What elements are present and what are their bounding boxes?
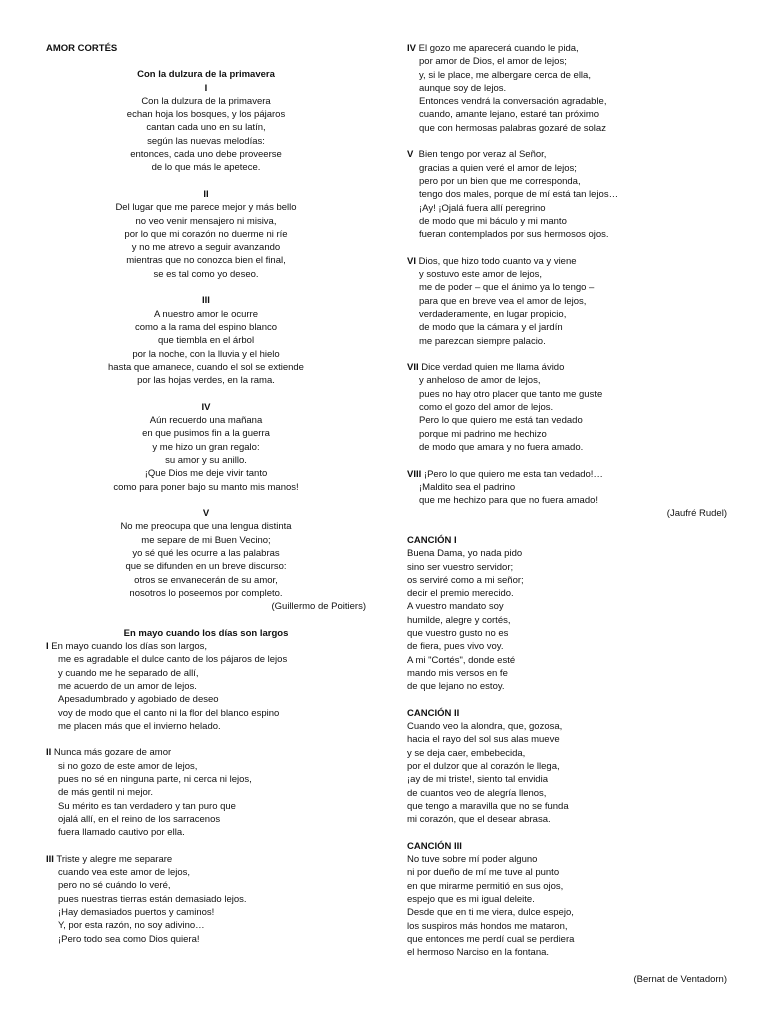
verse-line: ojalá allí, en el reino de los sarracenos [58,813,221,825]
verse-line: yo sé qué les ocurre a las palabras [132,547,280,559]
verse-line: por las hojas verdes, en la rama. [137,375,275,387]
poem-canciones [407,534,727,960]
verse-line: Entonces vendrá la conversación agradable, [419,96,607,108]
verse-line: como para poner bajo su manto mis manos! [113,481,299,493]
poem-author: (Bernat de Ventadorn) [633,973,727,985]
verse-line: me de poder – que el ánimo ya lo tengo – [419,282,595,294]
verse-line: que tiembla en el árbol [157,335,255,347]
verse-line: y, si le place, me albergare cerca de ella, [419,69,591,81]
verse-line: me placen más que el invierno helado. [58,720,221,732]
verse-line: Su mérito es tan verdadero y tan puro que [58,800,236,812]
stanza-number: IV [407,43,416,54]
verse-line: ¡Pero todo sea como Dios quiera! [58,933,200,945]
verse-line: pero por un bien que me corresponda, [419,175,581,187]
verse-line: verdaderamente, en lugar propicio, [419,308,567,320]
verse-line: A vuestro mandato soy [407,601,504,613]
verse-line: os serviré como a mi señor; [407,574,524,586]
verse-line: Del lugar que me parece mejor y más bello [115,202,297,214]
stanza-gap [46,175,366,188]
stanza-gap [46,733,366,746]
verse-line: en que pusimos fin a la guerra [142,428,270,440]
verse-line: que tengo a maravilla que no se funda [407,800,569,812]
verse-text: Dios, que hizo todo cuanto va y viene [418,255,577,267]
document-title: AMOR CORTÉS [46,43,118,54]
verse-line: ¡ay de mi triste!, siento tal envidia [407,774,548,786]
verse-line: que me hechizo para que no fuera amado! [419,495,599,507]
verse-line: Cuando veo la alondra, que, gozosa, [407,721,563,733]
left-column [46,42,366,946]
verse-line [407,361,727,374]
verse-text: Triste y alegre me separare [56,853,173,865]
verse-line: según las nuevas melodías: [147,135,265,147]
stanza-number: I [46,641,49,653]
verse-text: En mayo cuando los días son largos, [51,641,208,653]
stanza-number: V [407,149,414,161]
verse-line: humilde, alegre y cortés, [407,614,511,626]
verse-line: cuando vea este amor de lejos, [58,867,191,879]
verse-line: de lo que más le apetece. [151,162,261,174]
verse-line: y sostuvo este amor de lejos, [419,269,543,281]
verse-text: ¡Pero lo que quiero me esta tan vedado!… [423,468,603,480]
verse-line: me separe de mi Buen Vecino; [141,534,271,546]
stanza-number: V [202,508,210,520]
verse-line: aunque soy de lejos. [419,82,507,94]
verse-line: ni por dueño de mí me tuve al punto [407,867,560,879]
verse-line: que entonces me perdí cual se perdiera [407,933,575,945]
stanza-number: I [204,82,208,94]
verse-line: y me hizo un gran regalo: [152,441,260,453]
verse-line: de fiera, pues vivo voy. [407,641,504,653]
song-title: CANCIÓN III [407,840,462,852]
stanza-number: VIII [407,468,422,480]
verse-line [46,853,366,866]
verse-line: y cuando me he separado de allí, [58,667,199,679]
verse-line [46,640,366,653]
verse-line: cantan cada uno en su latín, [146,122,266,134]
stanza-gap [407,694,727,707]
poem-author: (Jaufré Rudel) [666,508,727,520]
verse-line: otros se envanecerán de su amor, [134,574,278,586]
verse-line: me acuerdo de un amor de lejos. [58,680,197,692]
verse-line: nosotros lo poseemos por completo. [129,587,283,599]
verse-line: para que en breve vea el amor de lejos, [419,295,587,307]
verse-text: Dice verdad quien me llama ávido [421,362,565,374]
verse-line: fueran contemplados por sus hermosos ojos. [419,229,609,241]
verse-line: mi corazón, que el desear abrasa. [407,814,551,826]
verse-line: como a la rama del espino blanco [134,321,278,333]
verse-line [407,255,727,268]
verse-line: y no me atrevo a seguir avanzando [131,242,281,254]
verse-line: Buena Dama, yo nada pido [407,548,523,560]
verse-line: por la noche, con la lluvia y el hielo [132,348,280,360]
verse-line: que vuestro gusto no es [407,628,509,640]
stanza-number: II [203,188,209,200]
verse-line: por el dulzor que al corazón le llega, [407,761,560,773]
stanza-gap [407,827,727,840]
verse-line: me parezcan siempre palacio. [419,335,546,347]
verse-line: fuera llamado cautivo por ella. [58,827,185,839]
stanza-number: III [46,853,54,865]
verse-line: ¡Hay demasiados puertos y caminos! [58,907,215,918]
poem-author: (Guillermo de Poitiers) [271,601,366,613]
verse-line: en que mirarme permitió en sus ojos, [407,880,564,892]
verse-line: pues no sé en ninguna parte, ni cerca ni lejos, [58,774,252,786]
verse-line: Aún recuerdo una mañana [149,415,263,427]
verse-line: y se deja caer, embebecida, [407,747,526,759]
verse-line: ¡Que Dios me deje vivir tanto [144,468,268,480]
verse-line: si no gozo de este amor de lejos, [58,760,198,772]
verse-line: mientras que no conozca bien el final, [126,255,286,267]
verse-line: Pero lo que quiero me está tan vedado [419,415,583,427]
verse-text: Nunca más gozare de amor [53,747,172,759]
verse-line: de más gentil ni mejor. [58,787,154,799]
poem-primavera [46,68,366,613]
verse-line: pero no sé cuándo lo veré, [58,880,171,892]
verse-line: de que lejano no estoy. [407,681,505,693]
verse-line [46,746,366,759]
verse-line: gracias a quien veré el amor de lejos; [419,162,577,174]
verse-line: cuando, amante lejano, estaré tan próximo [419,109,600,121]
stanza-number: III [202,295,210,307]
verse-line: No me preocupa que una lengua distinta [120,521,292,533]
verse-line: y anheloso de amor de lejos, [419,375,541,387]
verse-line: porque mi padrino me hechizo [419,428,547,440]
verse-line: de modo que la cámara y el jardín [419,322,563,334]
stanza-gap [46,494,366,507]
verse-line: ¡Ay! ¡Ojalá fuera allí peregrino [419,202,546,214]
verse-line: por amor de Dios, el amor de lejos; [419,56,567,68]
stanza-gap [407,454,727,467]
stanza-gap [407,241,727,254]
stanza-gap [407,348,727,361]
verse-line: pues nuestras tierras están demasiado lejos. [58,893,247,905]
verse-line: se es tal como yo deseo. [153,268,259,280]
verse-line: A nuestro amor le ocurre [153,308,259,320]
verse-line: decir el premio merecido. [407,588,514,600]
verse-line: como el gozo del amor de lejos. [419,402,554,414]
verse-line: No tuve sobre mí poder alguno [407,854,538,866]
verse-line: el hermoso Narciso en la fontana. [407,947,550,959]
stanza-number: VII [407,362,419,374]
verse-line [407,42,727,55]
verse-line: me es agradable el dulce canto de los pájaros de lejos [58,654,288,666]
stanza-gap [46,840,366,853]
verse-line: los suspiros más hondos me mataron, [407,920,568,932]
verse-line: que se difunden en un breve discurso: [125,561,287,573]
verse-line: hacia el rayo del sol sus alas mueve [407,734,560,746]
verse-line: de modo que amara y no fuera amado. [419,441,584,453]
verse-line: por lo que mi corazón no duerme ni ríe [124,228,288,240]
verse-line: entonces, cada uno debe proveerse [130,149,282,161]
verse-line: Y, por esta razón, no soy adivino… [58,920,205,932]
verse-line: su amor y su anillo. [165,454,247,466]
poem-title: En mayo cuando los días son largos [123,627,289,639]
poem-mayo [46,627,366,946]
verse-line [407,148,727,161]
stanza-gap [46,281,366,294]
verse-line: espejo que es mi igual deleite. [407,894,535,905]
verse-line: Con la dulzura de la primavera [141,95,271,107]
stanza-number: IV [201,401,211,413]
verse-line: que con hermosas palabras gozaré de solaz [419,122,606,134]
verse-line: echan hoja los bosques, y los pájaros [126,109,286,121]
right-column [407,42,727,986]
verse-line: ¡Maldito sea el padrino [419,481,516,493]
verse-line: pues no hay otro placer que tanto me guste [419,388,603,400]
verse-text: Bien tengo por veraz al Señor, [415,149,547,161]
verse-line: tengo dos males, porque de mí está tan lejos… [419,189,619,201]
verse-line: sino ser vuestro servidor; [407,561,514,573]
stanza-gap [46,387,366,400]
poem-title: Con la dulzura de la primavera [137,69,275,81]
verse-line [407,468,727,481]
verse-line: Desde que en ti me viera, dulce espejo, [407,907,574,919]
verse-text: El gozo me aparecerá cuando le pida, [418,43,579,54]
verse-line: Apesadumbrado y agobiado de deseo [58,694,219,706]
stanza-gap [407,135,727,148]
verse-line: no veo venir mensajero ni misiva, [135,215,277,227]
verse-line: de cuantos veo de alegría llenos, [407,787,547,799]
song-title: CANCIÓN I [407,534,457,546]
verse-line: voy de modo que el canto ni la flor del blanco espino [58,707,280,719]
verse-line: mando mis versos en fe [407,667,508,679]
verse-line: A mi "Cortés", donde esté [407,654,516,666]
stanza-number: VI [407,255,416,267]
verse-line: hasta que amanece, cuando el sol se extiende [108,361,304,373]
song-title: CANCIÓN II [407,707,460,719]
stanza-number: II [46,747,52,759]
verse-line: de modo que mi báculo y mi manto [419,215,567,227]
